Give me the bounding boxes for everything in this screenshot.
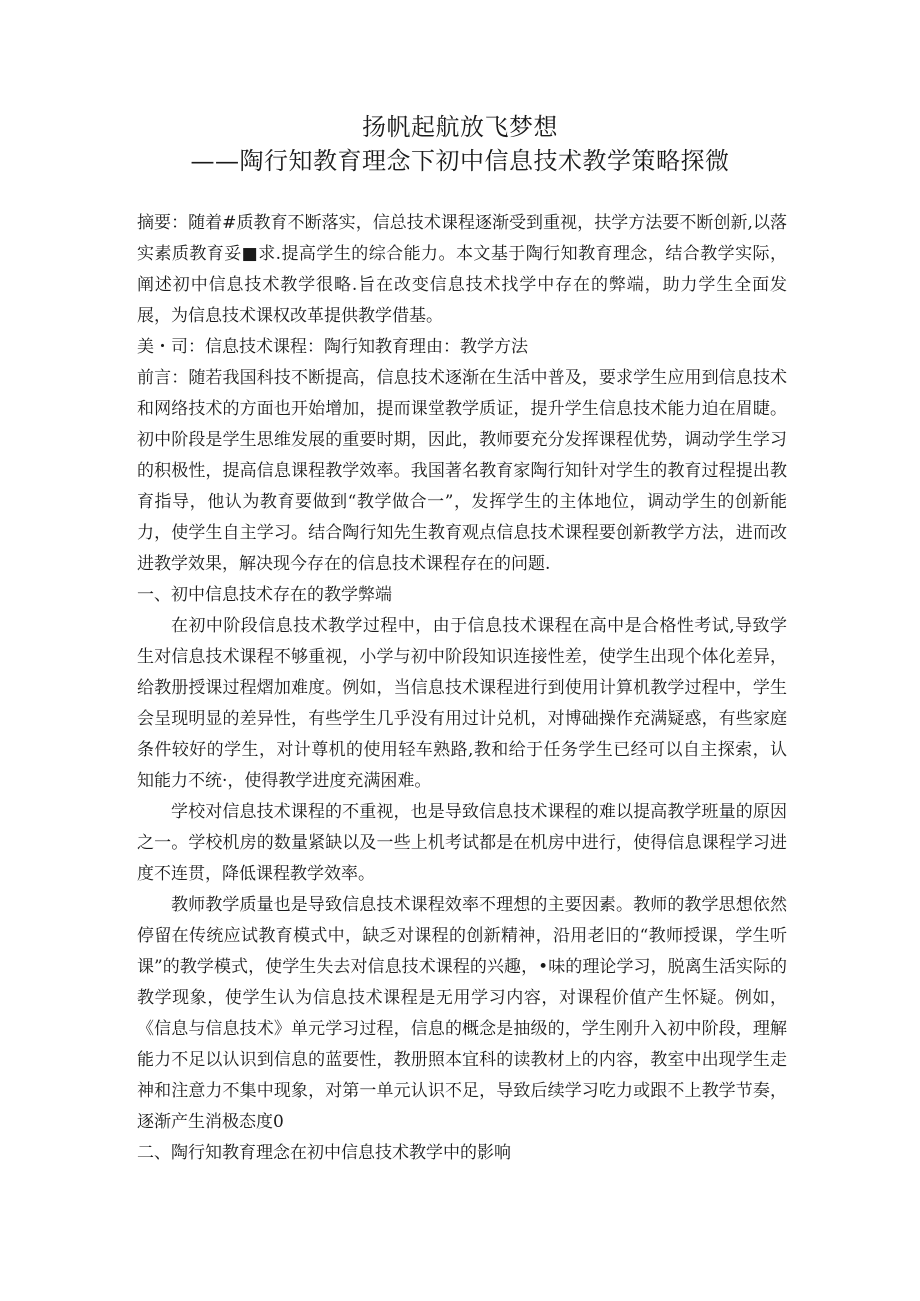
title-block [0,112,920,176]
main-title: 扬帆起航放飞梦想 [362,113,558,141]
section-1-heading: 一、初中信息技术存在的教学弊端 [137,585,392,605]
abstract-paragraph: 摘要：随着#质教育不断落实，信总技术课程逐渐受到重视，扶学方法要不断创新,以落实素质教育妥■求.提高学生的综合能力。本文基于陶行知教育理念，结合教学实际，阐述初中信息技术教学很略.旨在改变信息技术找学中存在的弊端，助力学生全面发展，为信息技术课权改革提供教学借基。 [137,213,787,326]
section-1-paragraph: 在初中阶段信息技术教学过程中，由于信息技术课程在高中是合格性考试,导致学生对信息技术课程不够重视，小学与初中阶段知识连接性差，使学生出现个体化差异，给教册授课过程熠加难度。例如，当信息技术课程进行到使用计算机教学过程中，学生会呈现明显的差异性，有些学生几乎没有用过计兑机，对博础操作充满疑惑，有些家庭条件较好的学生，对计尊机的使用轻车熟路,教和给于任务学生已经可以自主探索，认知能力不统·，使得教学进度充满困难。 [137,616,787,791]
document-body [137,208,787,1169]
keywords-line: 美・司：信息技术课程：陶行知教育理由：教学方法 [137,337,528,357]
preface-paragraph: 前言：随若我国科技不断提高，信息技术逐渐在生活中普及，要求学生应用到信息技术和网络技术的方面也开始增加，提而课堂教学质证，提升学生信息技术能力迫在眉睫。初中阶段是学生思维发展的重要时期，因此，教师要充分发挥课程优势，调动学生学习的积极性，提高信息课程教学效率。我国著名教育家陶行知针对学生的教育过程提出教育指导，他认为教育要做到“教学做合一”，发挥学生的主体地位，调动学生的创新能力，使学生自主学习。结合陶行知先生教育观点信息技术课程要创新教学方法，进而改进教学效果，解决现今存在的信息技术课程存在的问题. [137,368,787,574]
section-2-heading: 二、陶行知教育理念在初中信息技术教学中的影响 [137,1143,511,1163]
subtitle: ——陶行知教育理念下初中信息技术教学策略探微 [190,147,730,175]
section-1-paragraph: 学校对信息技术课程的不重视，也是导致信息技术课程的难以提高教学班量的原因之一。学校机房的数量紧缺以及一些上机考试都是在机房中进行，使得信息课程学习进度不连贯，降低课程教学效率。 [137,802,787,884]
section-1-paragraph: 教师教学质量也是导致信息技术课程效率不理想的主要因素。教师的教学思想依然停留在传统应试教育模式中，缺乏对课程的创新精神，沿用老旧的“教师授课，学生听课”的教学模式，使学生失去对信息技术课程的兴趣，•味的理论学习，脱离生活实际的教学现象，使学生认为信息技术课程是无用学习内容，对课程价值产生怀疑。例如，《信息与信息技术》单元学习过程，信息的概念是抽级的，学生刚升入初中阶段，理解能力不足以认识到信息的蓝要性，教册照本宜科的读教材上的内容，教室中出现学生走神和注意力不集中现象，对第一单元认识不足，导致后续学习吃力或跟不上教学节奏，逐渐产生消极态度0 [137,895,787,1132]
